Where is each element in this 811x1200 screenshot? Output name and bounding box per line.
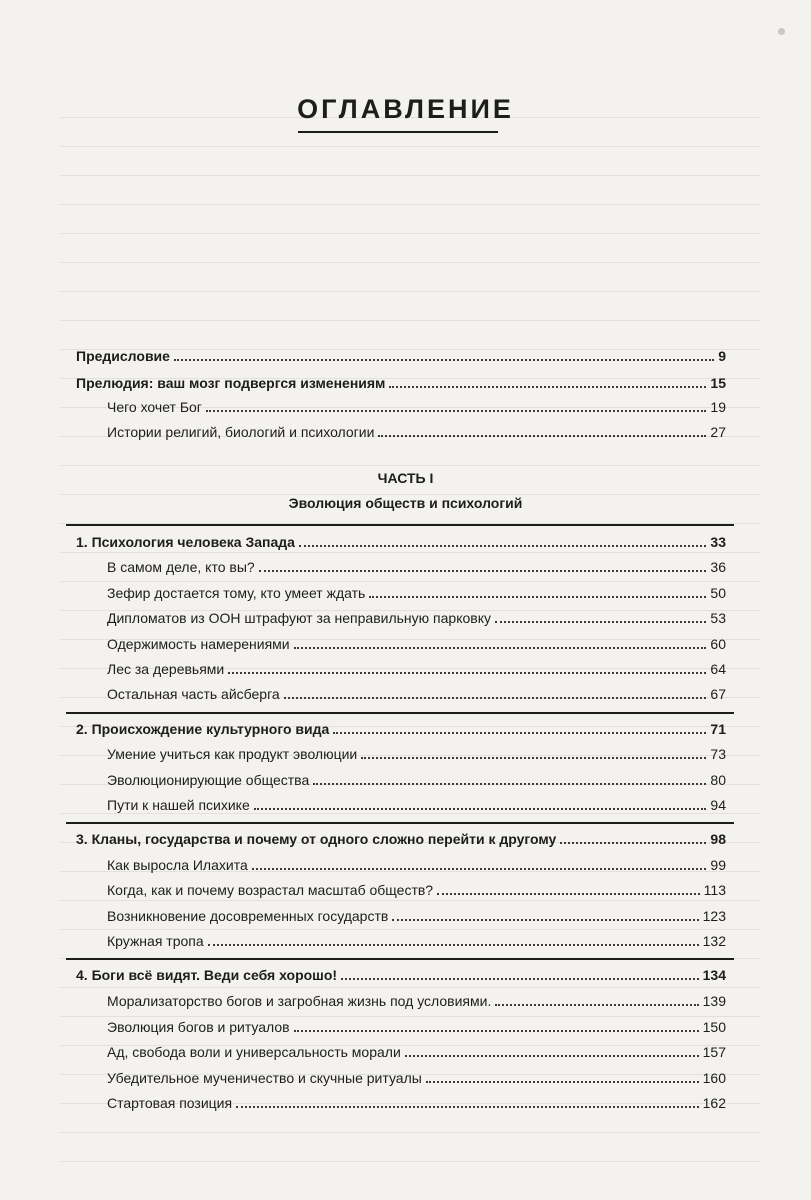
toc-subentry[interactable] [0, 856, 811, 874]
toc-entry-page: 162 [702, 1095, 726, 1111]
toc-entry-prelude[interactable] [0, 374, 811, 392]
leader-dots [208, 944, 699, 946]
leader-dots [228, 672, 706, 674]
toc-entry-page: 80 [710, 772, 726, 788]
toc-entry-label: Ад, свобода воли и универсальность морали [107, 1044, 401, 1060]
leader-dots [313, 783, 706, 785]
toc-entry-label: В самом деле, кто вы? [107, 559, 255, 575]
title-underline [298, 131, 498, 133]
toc-entry-page: 113 [703, 882, 726, 898]
toc-entry-label: Зефир достается тому, кто умеет ждать [107, 585, 366, 601]
leader-dots [333, 732, 706, 734]
toc-subentry[interactable] [0, 992, 811, 1010]
toc-entry-label: Возникновение досовременных государств [107, 908, 389, 924]
leader-dots [361, 757, 706, 759]
toc-entry-label: Лес за деревьями [107, 661, 225, 677]
toc-subentry[interactable] [0, 881, 811, 899]
toc-subentry[interactable] [0, 423, 811, 441]
toc-entry-label: 3. Кланы, государства и почему от одного сложно перейти к другому [76, 831, 557, 847]
toc-entry-label: Кружная тропа [107, 933, 204, 949]
leader-dots [254, 808, 707, 810]
leader-dots [495, 1004, 698, 1006]
leader-dots [378, 435, 706, 437]
toc-subentry[interactable] [0, 1094, 811, 1112]
leader-dots [392, 919, 698, 921]
toc-entry-page: 160 [702, 1070, 726, 1086]
toc-entry-chapter-4[interactable] [0, 966, 811, 984]
leader-dots [284, 697, 707, 699]
toc-entry-page: 36 [710, 559, 726, 575]
toc-entry-chapter-1[interactable] [0, 533, 811, 551]
toc-entry-label: 4. Боги всё видят. Веди себя хорошо! [76, 967, 338, 983]
leader-dots [206, 410, 707, 412]
toc-subentry[interactable] [0, 771, 811, 789]
toc-entry-label: Эволюционирующие общества [107, 772, 310, 788]
part-label: ЧАСТЬ I [377, 470, 434, 486]
toc-entry-label: Убедительное мученичество и скучные ритуалы [107, 1070, 422, 1086]
toc-entry-page: 53 [710, 610, 726, 626]
leader-dots [341, 978, 699, 980]
toc-entry-label: Прелюдия: ваш мозг подвергся изменениям [76, 375, 386, 391]
paper-speck [778, 28, 785, 35]
toc-entry-page: 98 [710, 831, 726, 847]
toc-entry-page: 99 [710, 857, 726, 873]
leader-dots [426, 1081, 699, 1083]
toc-subentry[interactable] [0, 745, 811, 763]
chapter-divider [66, 822, 734, 824]
page-title: ОГЛАВЛЕНИЕ [297, 94, 514, 124]
toc-entry-label: Предисловие [76, 348, 170, 364]
part-title: Эволюция обществ и психологий [288, 495, 523, 511]
leader-dots [369, 596, 706, 598]
toc-subentry[interactable] [0, 609, 811, 627]
leader-dots [405, 1055, 699, 1057]
toc-entry-page: 60 [710, 636, 726, 652]
toc-entry-label: Истории религий, биологий и психологии [107, 424, 375, 440]
chapter-divider [66, 712, 734, 714]
toc-entry-label: 1. Психология человека Запада [76, 534, 295, 550]
toc-entry-label: Эволюция богов и ритуалов [107, 1019, 290, 1035]
leader-dots [236, 1106, 699, 1108]
toc-entry-label: Пути к нашей психике [107, 797, 250, 813]
toc-entry-preface[interactable] [0, 347, 811, 365]
leader-dots [294, 647, 707, 649]
leader-dots [560, 842, 706, 844]
toc-subentry[interactable] [0, 558, 811, 576]
toc-entry-page: 73 [710, 746, 726, 762]
toc-entry-label: Как выросла Илахита [107, 857, 248, 873]
toc-subentry[interactable] [0, 796, 811, 814]
toc-subentry[interactable] [0, 932, 811, 950]
toc-entry-page: 9 [718, 348, 726, 364]
toc-entry-page: 50 [710, 585, 726, 601]
toc-entry-page: 33 [710, 534, 726, 550]
toc-subentry[interactable] [0, 584, 811, 602]
toc-entry-label: Одержимость намерениями [107, 636, 290, 652]
toc-entry-chapter-2[interactable] [0, 720, 811, 738]
toc-subentry[interactable] [0, 398, 811, 416]
toc-subentry[interactable] [0, 685, 811, 703]
toc-subentry[interactable] [0, 1043, 811, 1061]
toc-entry-page: 67 [710, 686, 726, 702]
leader-dots [389, 386, 706, 388]
toc-entry-page: 19 [710, 399, 726, 415]
toc-entry-page: 150 [702, 1019, 726, 1035]
toc-subentry[interactable] [0, 907, 811, 925]
toc-entry-label: Чего хочет Бог [107, 399, 202, 415]
chapter-divider [66, 524, 734, 526]
toc-entry-page: 15 [710, 375, 726, 391]
toc-entry-label: Дипломатов из ООН штрафуют за неправильную парковку [107, 610, 491, 626]
leader-dots [252, 868, 707, 870]
leader-dots [495, 621, 706, 623]
toc-entry-page: 132 [702, 933, 726, 949]
toc-entry-page: 123 [702, 908, 726, 924]
leader-dots [259, 570, 707, 572]
toc-entry-page: 157 [702, 1044, 726, 1060]
toc-entry-chapter-3[interactable] [0, 830, 811, 848]
toc-entry-page: 71 [710, 721, 726, 737]
toc-entry-label: Когда, как и почему возрастал масштаб обществ? [107, 882, 434, 898]
toc-entry-label: Остальная часть айсберга [107, 686, 280, 702]
toc-entry-label: 2. Происхождение культурного вида [76, 721, 330, 737]
toc-entry-page: 64 [710, 661, 726, 677]
toc-subentry[interactable] [0, 1069, 811, 1087]
toc-entry-label: Стартовая позиция [107, 1095, 233, 1111]
toc-entry-page: 139 [702, 993, 726, 1009]
leader-dots [294, 1030, 699, 1032]
toc-subentry[interactable] [0, 1018, 811, 1036]
leader-dots [299, 545, 706, 547]
leader-dots [437, 893, 700, 895]
leader-dots [174, 359, 714, 361]
toc-subentry[interactable] [0, 635, 811, 653]
toc-subentry[interactable] [0, 660, 811, 678]
toc-entry-page: 27 [710, 424, 726, 440]
toc-entry-label: Морализаторство богов и загробная жизнь под условиями. [107, 993, 492, 1009]
toc-entry-page: 94 [710, 797, 726, 813]
chapter-divider [66, 958, 734, 960]
toc-entry-page: 134 [702, 967, 726, 983]
toc-entry-label: Умение учиться как продукт эволюции [107, 746, 358, 762]
